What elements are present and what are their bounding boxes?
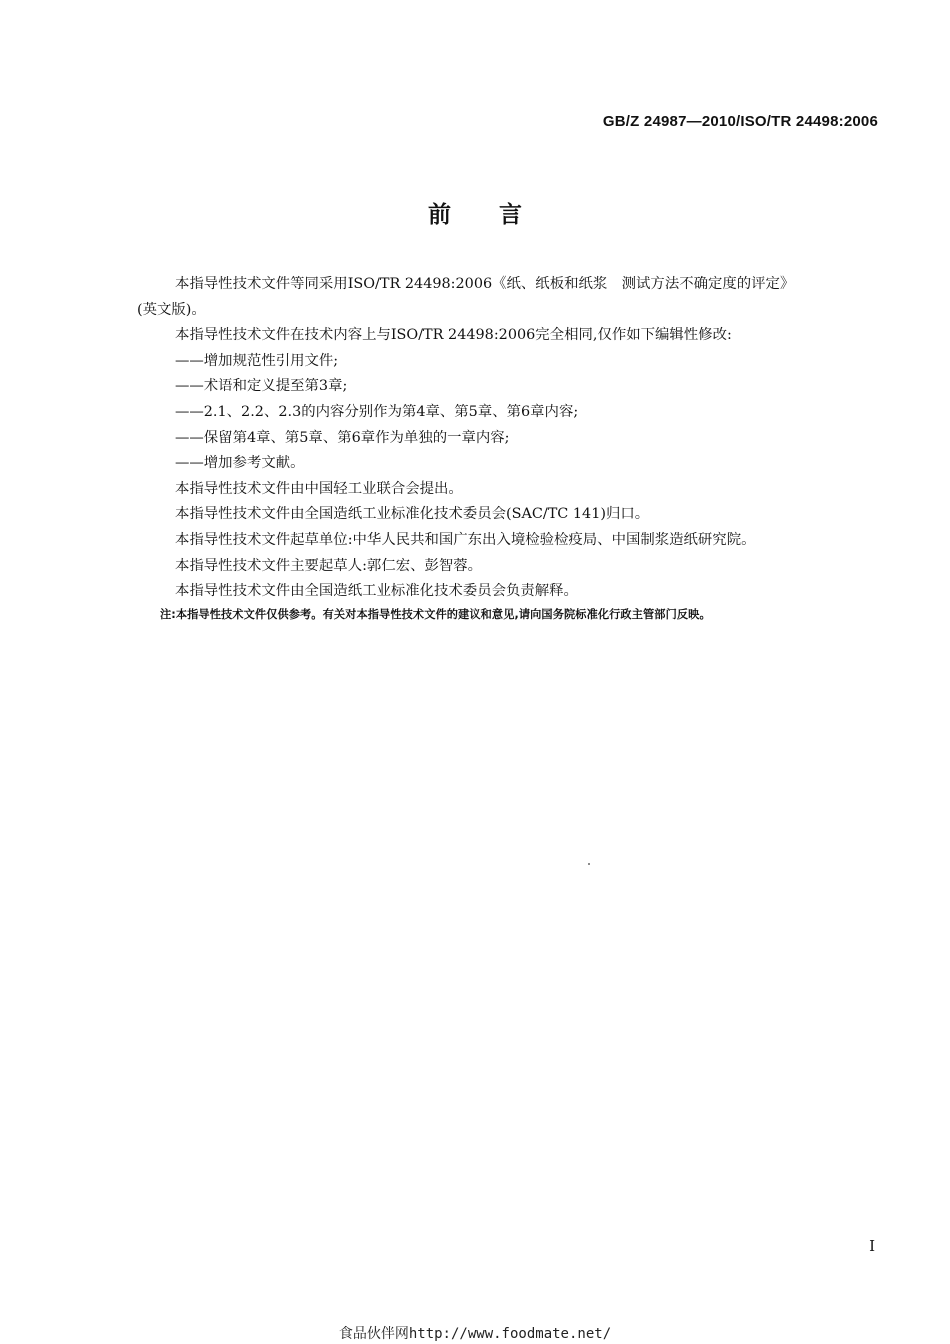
watermark-footer: 食品伙伴网http://www.foodmate.net/ xyxy=(338,1326,612,1342)
scan-speck xyxy=(588,863,590,865)
list-item: ——增加参考文献。 xyxy=(175,455,305,472)
list-item: ——2.1、2.2、2.3的内容分别作为第4章、第5章、第6章内容; xyxy=(175,403,579,420)
standard-number: GB/Z 24987—2010/ISO/TR 24498:2006 xyxy=(602,113,878,130)
list-item: ——增加规范性引用文件; xyxy=(175,352,339,369)
list-item: ——保留第4章、第5章、第6章作为单独的一章内容; xyxy=(175,429,510,446)
page-number: I xyxy=(869,1237,875,1255)
paragraph-committee: 本指导性技术文件由全国造纸工业标准化技术委员会(SAC/TC 141)归口。 xyxy=(175,506,650,523)
paragraph-modifications: 本指导性技术文件在技术内容上与ISO/TR 24498:2006完全相同,仅作如下编辑性修改: xyxy=(175,327,732,344)
paragraph-drafters: 本指导性技术文件主要起草人:郭仁宏、彭智蓉。 xyxy=(175,557,483,574)
page-title: 前言 xyxy=(428,202,570,228)
footnote: 注:本指导性技术文件仅供参考。有关对本指导性技术文件的建议和意见,请向国务院标准化行政主管部门反映。 xyxy=(160,608,711,621)
foreword-body xyxy=(137,272,885,605)
paragraph-adoption-continued: (英文版)。 xyxy=(137,301,206,318)
paragraph-adoption: 本指导性技术文件等同采用ISO/TR 24498:2006《纸、纸板和纸浆 测试方法不确定度的评定》 xyxy=(175,276,795,292)
paragraph-interpretation: 本指导性技术文件由全国造纸工业标准化技术委员会负责解释。 xyxy=(175,583,578,600)
paragraph-drafting-units: 本指导性技术文件起草单位:中华人民共和国广东出入境检验检疫局、中国制浆造纸研究院。 xyxy=(175,531,756,548)
paragraph-proposer: 本指导性技术文件由中国轻工业联合会提出。 xyxy=(175,480,463,497)
list-item: ——术语和定义提至第3章; xyxy=(175,378,348,395)
